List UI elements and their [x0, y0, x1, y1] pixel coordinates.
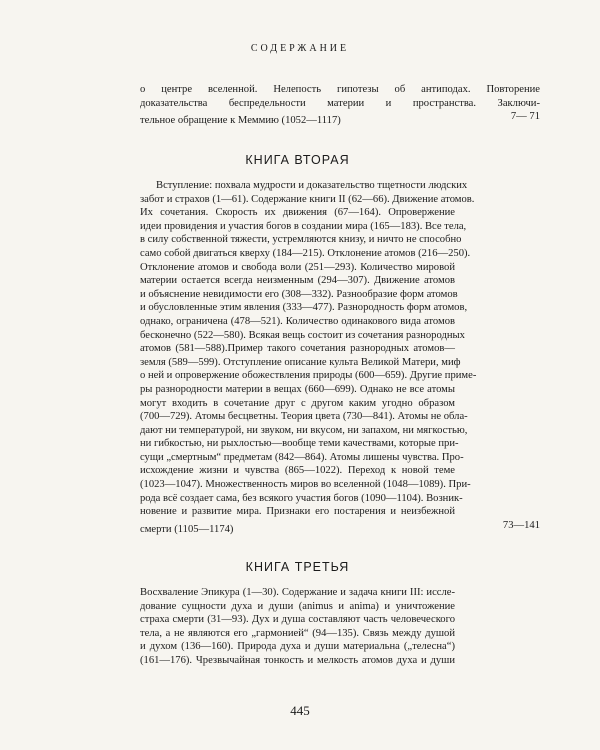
text-line: новение и развитие мира. Признаки его постарения и неизбежной — [140, 506, 455, 518]
text-line: забот и страхов (1—61). Содержание книги II (62—66). Движение атомов. — [140, 193, 475, 205]
text-line: сущи „смертным“ предметам (842—864). Атомы лишены чувства. Про- — [140, 451, 464, 463]
page-range: 73—141 — [502, 519, 540, 531]
text-line: дают ни температурой, ни звуком, ни вкусом, ни запахом, ни мягкостью, — [140, 424, 468, 436]
text-line: (161—176). Чрезвычайная тонкость и мелкость атомов духа и души — [140, 654, 455, 666]
text-line: и духом (136—160). Природа духа и души материальна („телесна“) — [140, 641, 455, 653]
running-head: СОДЕРЖАНИЕ — [250, 43, 350, 54]
text-line: атомов (581—588).Пример такого сочетания разнородных атомов— — [140, 343, 455, 355]
text-line: Их сочетания. Скорость их движения (67—164). Опровержение — [140, 207, 455, 219]
text-line: тела, а не являются его „гармонией“ (94—135). Связь между душой — [140, 627, 455, 639]
text-line: материи остается всегда неизменным (294—307). Движение атомов — [140, 275, 455, 287]
toc-entry-book-three — [140, 586, 540, 668]
text-line: идеи провидения и участия богов в создании мира (165—183). Все тела, — [140, 220, 467, 232]
text-line: могут входить в сочетание друг с другом каким угодно образом — [140, 397, 455, 409]
text-line: и обусловленные этим явления (333—477). Разнородность форм атомов, — [140, 302, 468, 314]
text-line: о ней и опровержение обожествления природы (600—659). Другие приме- — [140, 370, 477, 382]
last-line-row — [140, 519, 540, 537]
entry-text-block — [140, 179, 477, 519]
text-line: бесконечно (522—580). Всякая вещь состоит из сочетания разнородных — [140, 329, 465, 341]
text-line: исхождение жизни и чувства (865—1022). Переход к новой теме — [140, 465, 455, 477]
text-line: Отклонение атомов и свобода воли (251—293). Количество мировой — [140, 261, 455, 273]
toc-entry-continuation — [140, 83, 540, 128]
page-number: 445 — [290, 703, 310, 718]
text-line: Восхваление Эпикура (1—30). Содержание и задача книги III: иссле- — [140, 587, 455, 598]
last-line-row — [140, 110, 540, 128]
text-line: (1023—1047). Множественность миров во вселенной (1048—1089). При- — [140, 479, 471, 491]
text-line: смерти (1105—1174) — [140, 523, 234, 535]
text-line: однако, ограничена (478—521). Количество одинакового вида атомов — [140, 315, 455, 327]
text-line: (700—729). Атомы бесцветны. Теория цвета (730—841). Атомы не обла- — [140, 411, 468, 423]
text-line: дование сущности духа и души (animus и anima) и уничтожение — [140, 600, 455, 612]
text-line: о центре вселенной. Нелепость гипотезы об антиподах. Повторение — [140, 84, 540, 95]
page-range: 7— 71 — [510, 111, 540, 123]
text-line: тельное обращение к Меммию (1052—1117) — [140, 115, 341, 127]
entry-text-block — [140, 586, 455, 668]
text-line: страха смерти (31—93). Дух и душа составляют часть человеческого — [140, 614, 455, 626]
text-line: ры разнородности материи в вещах (660—699). Однако не все атомы — [140, 383, 455, 395]
book-three-heading: КНИГА ТРЕТЬЯ — [245, 560, 350, 574]
text-line: в силу собственной тяжести, устремляются книзу, и ничто не способно — [140, 234, 462, 246]
text-line: рода всё создает сама, без всякого участия богов (1090—1104). Возник- — [140, 492, 463, 504]
text-line: и объяснение невидимости его (308—332). Разнообразие форм атомов — [140, 288, 458, 300]
text-line: ни гибкостью, ни рыхлостью—вообще теми качествами, которые при- — [140, 438, 459, 450]
toc-entry-book-two — [140, 179, 540, 537]
text-line: само собой двигаться кверху (184—215). Отклонение атомов (216—250). — [140, 247, 471, 259]
text-line: доказательства беспредельности материи и пространства. Заключи- — [140, 97, 540, 109]
book-two-heading: КНИГА ВТОРАЯ — [245, 153, 350, 167]
text-line: земля (589—599). Отступление описание культа Великой Матери, миф — [140, 356, 461, 368]
text-line: Вступление: похвала мудрости и доказательство тщетности людских — [156, 180, 468, 191]
